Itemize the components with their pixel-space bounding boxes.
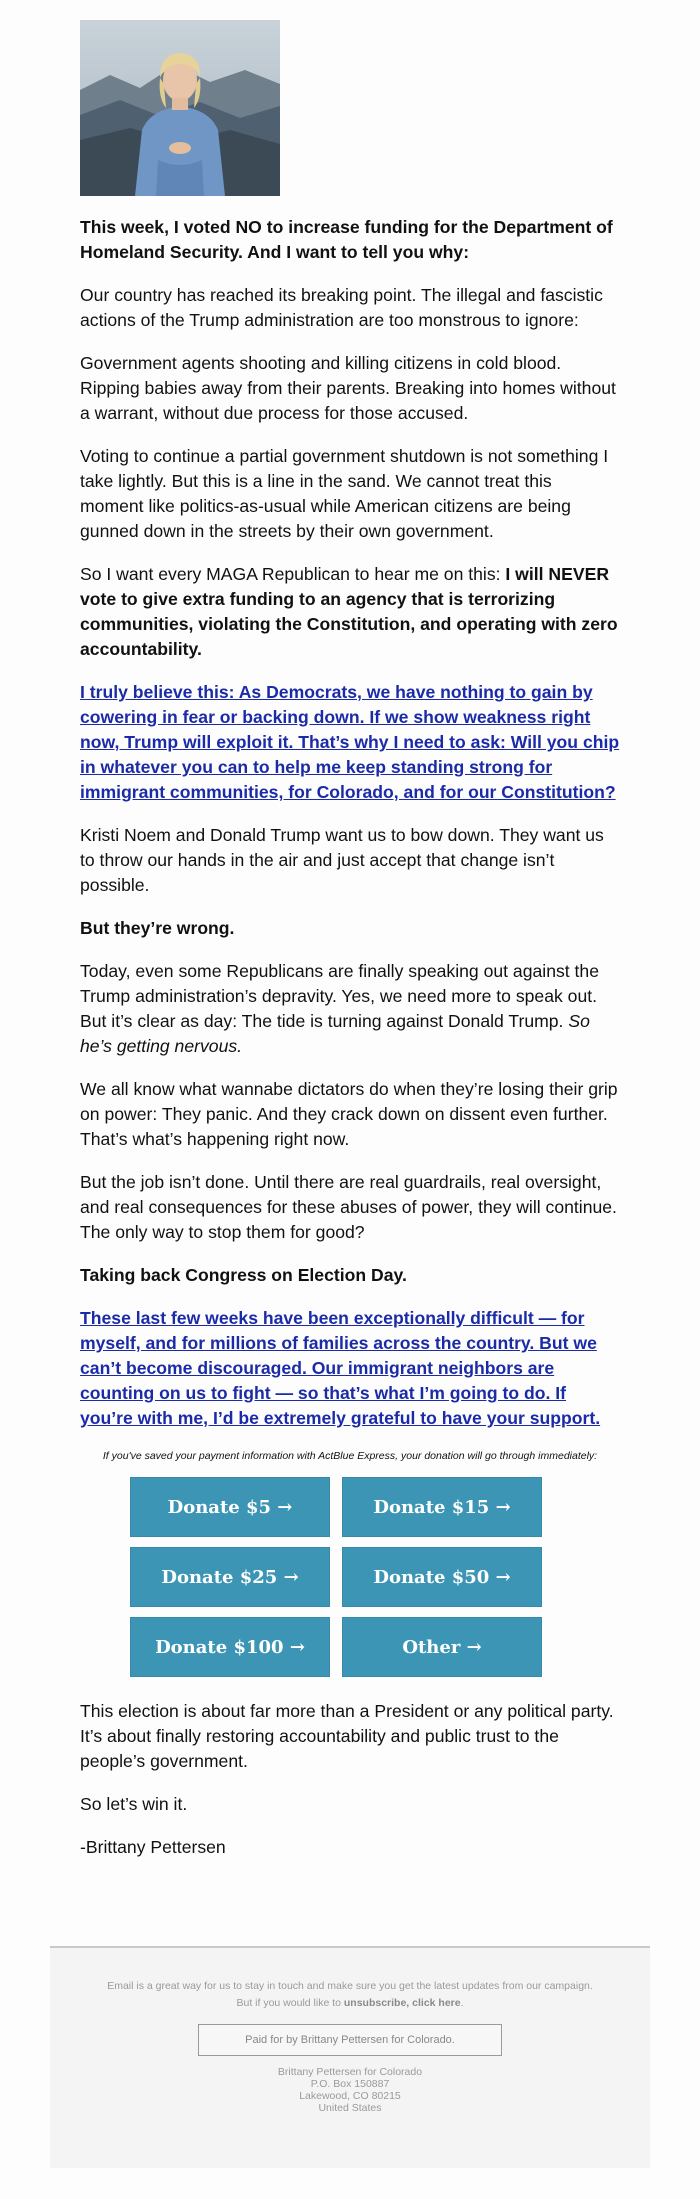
- republicans-plain-text: Today, even some Republicans are finally speaking out against the Trump administration’s depravity. Yes, we need more to speak out. But it’s clear as day: The tide is turning against Donald Trump.: [80, 961, 600, 1031]
- nervous-italic-text: So he’s getting nervous.: [80, 1011, 590, 1056]
- footer-unsubscribe-plain: But if you would like to: [236, 1997, 344, 2009]
- email-content: [80, 20, 620, 1860]
- donate-100-button[interactable]: Donate $100 →: [130, 1617, 330, 1677]
- footer-city: Lakewood, CO 80215: [299, 2090, 401, 2102]
- dictators-paragraph: We all know what wannabe dictators do when they’re losing their grip on power: They panic. And they crack down on dissent even further. That’s what’s happening right now.: [80, 1079, 618, 1149]
- footer-org-name: Brittany Pettersen for Colorado: [277, 2066, 423, 2078]
- candidate-photo-image: [80, 20, 280, 196]
- congress-paragraph: [80, 1263, 620, 1288]
- candidate-photo: [80, 20, 280, 196]
- footer-po-box: P.O. Box 150887: [310, 2078, 390, 2090]
- footer-period: .: [460, 1997, 464, 2009]
- congress-bold-text: Taking back Congress on Election Day.: [80, 1265, 407, 1285]
- donate-button-grid: [130, 1477, 542, 1677]
- email-body: [0, 20, 700, 2168]
- win-paragraph: So let’s win it.: [80, 1794, 188, 1814]
- actblue-note: If you've saved your payment information with ActBlue Express, your donation will go through immediately:: [102, 1450, 598, 1462]
- donate-5-button[interactable]: Donate $5 →: [130, 1477, 330, 1537]
- shutdown-paragraph: Voting to continue a partial government shutdown is not something I take lightly. But this is a line in the sand. We cannot treat this moment like politics-as-usual while American citizens are being gunned down in the streets by their own government.: [80, 446, 609, 541]
- ask-donate-link[interactable]: I truly believe this: As Democrats, we have nothing to gain by cowering in fear or backing down. If we show weakness right now, Trump will exploit it. That’s why I need to ask: Will you chip in whatever you can to help me keep standing strong for immigrant communities, for Colorado, and for our Constitution?: [80, 682, 620, 802]
- footer-unsubscribe-line: [50, 1995, 650, 2012]
- signature: -Brittany Pettersen: [80, 1837, 226, 1857]
- paid-for-box: Paid for by Brittany Pettersen for Colorado.: [198, 2024, 502, 2056]
- maga-bold-text: I will NEVER vote to give extra funding to an agency that is terrorizing communities, violating the Constitution, and operating with zero accountability.: [80, 564, 618, 659]
- email-footer: [50, 1946, 650, 2168]
- donate-other-button[interactable]: Other →: [342, 1617, 542, 1677]
- maga-paragraph: [80, 562, 620, 662]
- intro-paragraph: [80, 215, 620, 265]
- difficult-paragraph: [80, 1306, 620, 1431]
- maga-plain-text: So I want every MAGA Republican to hear me on this:: [80, 564, 506, 584]
- donate-15-button[interactable]: Donate $15 →: [342, 1477, 542, 1537]
- footer-country: United States: [318, 2102, 382, 2114]
- support-donate-link[interactable]: These last few weeks have been exceptionally difficult — for myself, and for millions of families across the country. But we can’t become discouraged. Our immigrant neighbors are counting on us to fight — so that’s what I’m going to do. If you’re with me, I’d be extremely grateful to have your support.: [80, 1308, 601, 1428]
- donate-25-button[interactable]: Donate $25 →: [130, 1547, 330, 1607]
- job-paragraph: But the job isn’t done. Until there are real guardrails, real oversight, and real consequences for these abuses of power, they will continue. The only way to stop them for good?: [80, 1172, 617, 1242]
- ask-paragraph: [80, 680, 620, 805]
- republicans-paragraph: [80, 959, 620, 1059]
- wrong-paragraph: [80, 916, 620, 941]
- intro-bold-text: This week, I voted NO to increase funding for the Department of Homeland Security. And I want to tell you why:: [80, 217, 613, 262]
- wrong-bold-text: But they’re wrong.: [80, 918, 235, 938]
- agents-paragraph: Government agents shooting and killing citizens in cold blood. Ripping babies away from their parents. Breaking into homes without a warrant, without due process for those accused.: [80, 353, 616, 423]
- breaking-point-paragraph: Our country has reached its breaking point. The illegal and fascistic actions of the Trump administration are too monstrous to ignore:: [80, 285, 603, 330]
- noem-paragraph: Kristi Noem and Donald Trump want us to bow down. They want us to throw our hands in the air and just accept that change isn’t possible.: [80, 825, 604, 895]
- footer-updates-text: Email is a great way for us to stay in touch and make sure you get the latest updates from our campaign.: [107, 1980, 593, 1992]
- unsubscribe-link[interactable]: unsubscribe, click here: [343, 1997, 461, 2009]
- donate-50-button[interactable]: Donate $50 →: [342, 1547, 542, 1607]
- election-paragraph: This election is about far more than a President or any political party. It’s about finally restoring accountability and public trust to the people’s government.: [80, 1701, 614, 1771]
